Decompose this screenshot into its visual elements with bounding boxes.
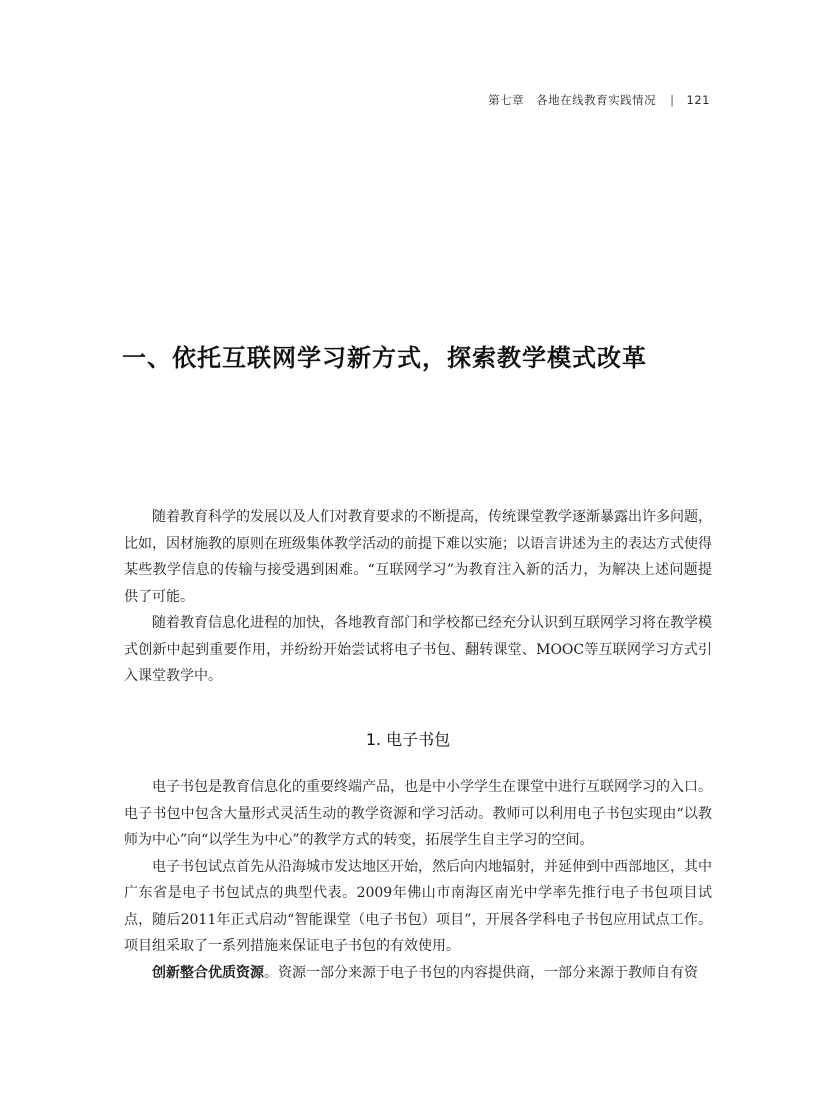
section-title: 一、依托互联网学习新方式，探索教学模式改革 — [122, 343, 647, 372]
running-header — [488, 92, 710, 108]
subsection-text — [124, 774, 712, 986]
subsection-paragraph-2: 电子书包试点首先从沿海城市发达地区开始，然后向内地辐射，并延伸到中西部地区，其中广东省是电子书包试点的典型代表。2009年佛山市南海区南光中学率先推行电子书包项目试点，随后2011年正式启动“智能课堂（电子书包）项目”，开展各学科电子书包应用试点工作。项目组采取了一系列措施来保证电子书包的有效使用。 — [124, 858, 712, 954]
intro-text — [124, 504, 712, 690]
intro-paragraph-1: 随着教育科学的发展以及人们对教育要求的不断提高，传统课堂教学逐渐暴露出许多问题，比如，因材施教的原则在班级集体教学活动的前提下难以实施；以语言讲述为主的表达方式使得某些教学信息的传输与接受遇到困难。“互联网学习”为教育注入新的活力，为解决上述问题提供了可能。 — [124, 509, 712, 605]
paragraph-lead-heading: 创新整合优质资源 — [152, 964, 264, 981]
header-separator: | — [670, 93, 675, 107]
intro-paragraph-2: 随着教育信息化进程的加快，各地教育部门和学校都已经充分认识到互联网学习将在教学模式创新中起到重要作用，并纷纷开始尝试将电子书包、翻转课堂、MOOC等互联网学习方式引入课堂教学中。 — [124, 615, 712, 684]
subsection-title: 1. 电子书包 — [365, 730, 451, 749]
page-number: 121 — [686, 93, 710, 107]
paragraph-3-text: 。资源一部分来源于电子书包的内容提供商，一部分来源于教师自有资 — [264, 964, 698, 981]
subsection-paragraph-3 — [124, 960, 712, 987]
subsection-paragraph-1: 电子书包是教育信息化的重要终端产品，也是中小学学生在课堂中进行互联网学习的入口。电子书包中包含大量形式灵活生动的教学资源和学习活动。教师可以利用电子书包实现由“以教师为中心”向“以学生为中心”的教学方式的转变，拓展学生自主学习的空间。 — [124, 779, 712, 848]
chapter-title: 第七章 各地在线教育实践情况 — [488, 93, 657, 107]
